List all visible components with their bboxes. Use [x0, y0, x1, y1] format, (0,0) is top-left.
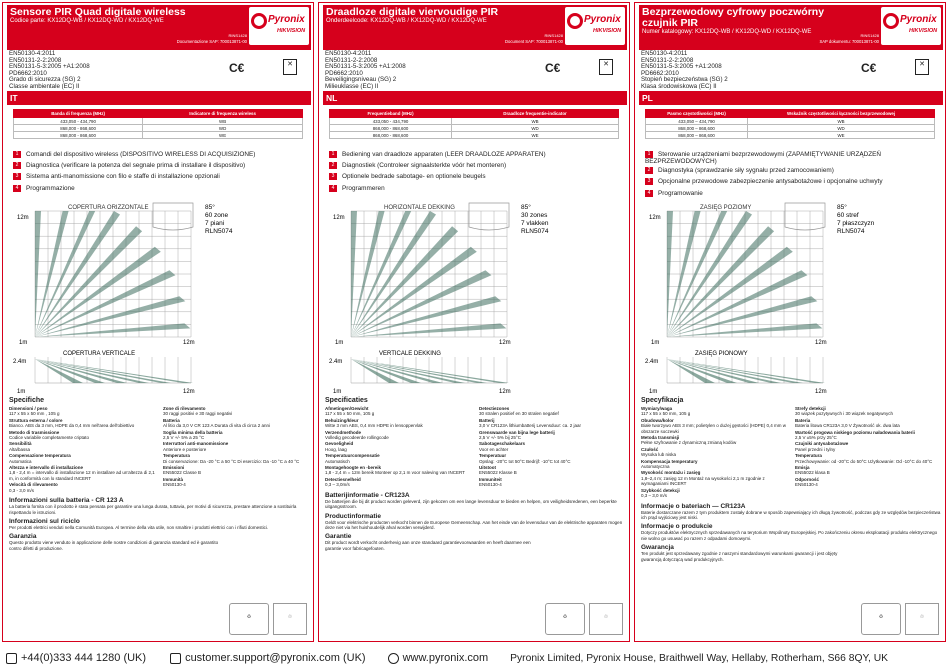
part-code: Onderdeelcode: KX12DQ-WB / KX12DQ-WD / KX12DQ-WE: [326, 18, 487, 24]
horizontal-coverage-label: HORIZONTALE DEKKING: [384, 205, 455, 211]
standard-line: PD6662:2010: [641, 69, 679, 77]
table-row: 868,000 – 868,600 WE: [646, 132, 935, 139]
spec-item: Afmetingen/Gewicht 117 x 55 x 50 mm, 105 g: [325, 406, 375, 417]
vertical-beams: [351, 359, 509, 383]
weee-symbol-icon: ♻: [545, 603, 585, 635]
feature-number: 4: [13, 185, 21, 192]
spec-item: Sensibilità Alta/bassa: [9, 441, 32, 452]
rins-code: RINS1428: [544, 33, 563, 38]
language-column-pl: [634, 2, 946, 642]
lens-angle: 85°: [205, 204, 215, 211]
label-1m-vertical: 1m: [333, 389, 342, 395]
label-1m-vertical: 1m: [649, 389, 658, 395]
coverage-diagram: [13, 199, 308, 399]
spec-item: Emisja EN55022 klasa B: [795, 465, 830, 476]
feature-item: [329, 162, 624, 169]
wheelie-bin-icon: ✕: [283, 59, 297, 75]
feature-text: Diagnostica (verificare la potenza del segnale prima di installare il dispositivo): [26, 162, 246, 169]
label-12m-vertical: 12m: [815, 389, 827, 395]
feature-item: [13, 151, 308, 158]
spec-title: Specifiche: [9, 397, 45, 404]
standard-line: EN50130-4:2011: [325, 50, 372, 57]
lens-zones: 30 zones: [521, 212, 548, 219]
spec-item: Wartość progowa niskiego poziomu naładowania baterii 2,5 V ±5% przy 25°C: [795, 429, 915, 441]
spec-item: Wymiary/waga 117 x 55 x 50 mm, 105 g: [641, 406, 691, 417]
vertical-coverage-grid: [667, 357, 823, 383]
doc-code: SAP dokumentu: 700013871-00: [819, 39, 879, 44]
spec-item: Czułość Wysoka lub niska: [641, 446, 676, 458]
standard-line: Classe ambientale (EC) II: [9, 82, 80, 90]
label-12m: 12m: [649, 215, 661, 221]
standard-line: Milieuklasse (EC) II: [325, 82, 379, 90]
language-bar: NL: [323, 91, 627, 105]
standard-line: EN50131-5-3:2005 +A1:2008: [641, 63, 722, 71]
spec-item: Batterij 3,0 V CR123A lithiumbatterij Levensduur: ca. 2 jaar: [479, 417, 582, 429]
feature-item: [13, 173, 308, 180]
spec-col-right: [479, 406, 625, 489]
wheelie-bin-icon: ✕: [599, 59, 613, 75]
label-12m-axis: 12m: [815, 340, 827, 346]
part-code: Codice parte: KX12DQ-WB / KX12DQ-WD / KX12DQ-WE: [10, 18, 164, 24]
language-bar: PL: [639, 91, 943, 105]
feature-number: 3: [329, 173, 337, 180]
spec-item: Uitstoot EN55022 Klasse B: [479, 465, 517, 476]
feature-number: 4: [645, 190, 653, 197]
spec-item: Struttura esterna / colore Bianco. ABS da 3 mm, HDPE da 0,4 mm nell'area dell'obiettivo: [9, 417, 135, 429]
spec-item: Montagehoogte en -bereik 1,8 - 2,4 m = 12m bereik Monteer op 2,1 m voor naleving van INCERT: [325, 465, 465, 476]
standards-list: [641, 51, 728, 91]
spec-item: Emissioni EN55022 Classe B: [163, 465, 202, 476]
ce-mark-icon: C€: [861, 61, 877, 75]
standard-line: EN50130-4:2011: [9, 50, 56, 57]
standard-line: PD6662:2010: [9, 69, 47, 77]
feature-item: [645, 178, 940, 185]
feature-text: Programmazione: [26, 185, 75, 192]
standard-line: EN50131-2-2:2008: [325, 56, 378, 64]
spec-item: Wysokość montażu i zasięg 1,8–2,4 m; zasięg 12 m Montaż na wysokości 2,1 m zgodnie z wymaganiami INCERT: [641, 470, 765, 487]
th-band: Banda di frequenza (MHz): [14, 110, 143, 118]
vertical-coverage-grid: [351, 357, 507, 383]
battery-text: La batteria fornita con il prodotto è stata pensata per garantire una lunga durata, tuttavia, per motivi di sicurezza, prestare attenzione a sostituirla rispettando le istruzioni.: [9, 504, 297, 515]
spec-item: Sabotageschakelaars Voor en achter: [479, 441, 526, 452]
spec-item: Bateria Bateria litowa CR123A 3,0 V Żywotność ok. dwa lata: [795, 417, 900, 429]
horizontal-coverage-label: COPERTURA ORIZZONTALE: [68, 205, 149, 211]
vertical-beams: [35, 359, 193, 383]
frequency-table: [13, 109, 303, 139]
spec-item: Temperatuurcompensatie Automatisch: [325, 453, 380, 464]
standard-line: Klasa środowiskowa (EC) II: [641, 82, 717, 90]
table-row: 868,000 - 868,600 WD: [14, 125, 303, 132]
table-row: 868,000 - 868,600 WD: [330, 125, 619, 132]
spec-title: Specyfikacja: [641, 397, 684, 404]
feature-text: Sterowanie urządzeniami bezprzewodowymi (ZAPAMIĘTYWANIE URZĄDZEŃ BEZPRZEWODOWYCH): [645, 151, 882, 165]
feature-number: 2: [329, 162, 337, 169]
lens-pattern-icon: [469, 203, 509, 230]
spec-item: Odporność EN50130-4: [795, 476, 820, 488]
spec-item: Detectiesnelheid 0,3 – 3,0m/s: [325, 476, 361, 488]
weee-symbol-icon: ♻: [229, 603, 269, 635]
feature-item: [329, 185, 624, 192]
spec-item: Interruttori anti-manomissione Anteriore e posteriore: [163, 441, 229, 452]
warranty-heading: Gwarancja: [641, 544, 674, 552]
table-row: 868,000 - 868,600 WE: [330, 132, 619, 139]
label-1m: 1m: [651, 340, 660, 346]
standard-line: PD6662:2010: [325, 69, 363, 77]
rins-code: RINS1428: [860, 33, 879, 38]
product-title: Draadloze digitale viervoudige PIR: [326, 6, 499, 18]
header-band: [323, 5, 627, 50]
warranty-heading: Garanzia: [9, 533, 37, 541]
table-row: 433,050 – 434,790 WB: [646, 118, 935, 125]
ce-mark-icon: C€: [229, 61, 245, 75]
standard-line: EN50131-2-2:2008: [641, 56, 694, 64]
label-12m-vertical: 12m: [183, 389, 195, 395]
label-2-4m: 2.4m: [13, 359, 27, 365]
doc-code: Document SAP: 700013871-00: [505, 39, 563, 44]
standards-list: [9, 51, 90, 91]
spec-item: Batteria Al litio da 3,0 V CR 123 A Durata di vita di circa 2 anni: [163, 417, 271, 429]
table-row: 433,050 - 434,790 WB: [14, 118, 303, 125]
spec-item: Immuniteit EN50130-4: [479, 476, 502, 488]
lens-angle: 85°: [837, 204, 847, 211]
email-icon: [170, 653, 181, 664]
weee-symbol-icon: ♻: [861, 603, 901, 635]
battery-heading: Informazioni sulla batteria - CR 123 A: [9, 497, 124, 505]
feature-text: Programmeren: [342, 185, 385, 192]
vertical-coverage-grid: [35, 357, 191, 383]
recycle-heading: Informazioni sul riciclo: [9, 517, 80, 525]
lens-pattern-icon: [785, 203, 825, 230]
spec-item: Metodo di trasmissione Codice variabile completamente criptato: [9, 429, 90, 441]
feature-text: Sistema anti-manomissione con filo e staffe di installazione opzionali: [26, 173, 220, 180]
pyronix-logo: Pyronix HIKVISION: [565, 7, 625, 45]
feature-item: [645, 167, 940, 174]
spec-item: Zone di rilevamento 30 raggi positivi e 30 raggi negativi: [163, 406, 233, 417]
feature-number: 4: [329, 185, 337, 192]
warranty-heading: Garantie: [325, 533, 352, 541]
feature-item: [329, 173, 624, 180]
logo-ring-icon: [251, 13, 267, 29]
spec-item: Temperatuur Opslag: -20°C tot 50°C Bedrijf: -10°C tot 40°C: [479, 453, 571, 464]
lens-planes: 7 płaszczyzn: [837, 220, 875, 227]
pyronix-logo: Pyronix HIKVISION: [249, 7, 309, 45]
wheelie-bin-icon: ✕: [915, 59, 929, 75]
product-title: Sensore PIR Quad digitale wireless: [10, 6, 186, 18]
feature-number: 3: [645, 178, 653, 185]
vertical-coverage-label: VERTICALE DEKKING: [379, 351, 441, 357]
label-12m-axis: 12m: [499, 340, 511, 346]
footer-address: Pyronix Limited, Pyronix House, Braithwell Way, Hellaby, Rotherham, S66 8QY, UK: [510, 652, 889, 664]
spec-item: Strefy detekcji 30 wiązek pozytywnych i 30 wiązek negatywnych: [795, 406, 894, 417]
label-12m: 12m: [333, 215, 345, 221]
spec-item: Detectiezones 30 stralen positief en 30 stralen negatief: [479, 406, 559, 417]
standard-line: EN50131-5-3:2005 +A1:2008: [325, 63, 406, 71]
lens-zones: 60 stref: [837, 212, 859, 219]
spec-item: Immunità EN50130-4: [163, 476, 186, 488]
label-12m-vertical: 12m: [499, 389, 511, 395]
specifications: [641, 397, 941, 563]
feature-text: Diagnostyka (sprawdzanie siły sygnału przed zamocowaniem): [658, 167, 834, 174]
recycle-heading: Informacje o produkcie: [641, 523, 713, 531]
spec-item: Czujniki antysabotażowe Panel przedni i tylny: [795, 441, 849, 452]
frequency-table: [645, 109, 935, 139]
standard-line: Beveiligingsniveau (SG) 2: [325, 76, 397, 84]
recycle-text: Per prodotti elettrici venduti nella Comunità Europea. Al termine della vita utile, non smaltire i prodotti elettrici con i rifiuti domestici.: [9, 524, 269, 530]
standard-line: EN50130-4:2011: [641, 50, 688, 57]
globe-icon: [388, 653, 399, 664]
warranty-text: Ten produkt jest sprzedawany zgodnie z naszymi standardowymi warunkami gwarancji i jest objęty gwarancją dotyczącą wad produkcyjnych.: [641, 551, 838, 562]
feature-text: Programowanie: [658, 190, 703, 197]
feature-text: Diagnostiek (Controleer signaalsterkte vóór het monteren): [342, 162, 507, 169]
feature-number: 1: [329, 151, 337, 158]
spec-item: Temperatura Przechowywanie: od -20°C do 50°C Użytkowanie: Od -10°C do 40°C: [795, 453, 933, 464]
logo-ring-icon: [883, 13, 899, 29]
vertical-beams: [667, 359, 825, 383]
language-bar: IT: [7, 91, 311, 105]
spec-item: Verzendmethode Volledig gecodeerde rollingcode: [325, 429, 389, 441]
feature-number: 2: [645, 167, 653, 174]
specifications: [9, 397, 309, 552]
vertical-coverage-label: ZASIĘG PIONOWY: [695, 351, 748, 357]
table-row: 433,050 - 434,790 WB: [330, 118, 619, 125]
spec-item: Grenswaarde van bijna lege batterij 2,5 V +/- 5% bij 25°C: [479, 429, 555, 441]
frequency-table: [329, 109, 619, 139]
coverage-diagram: [329, 199, 624, 399]
spec-item: Kompensacja temperatury Automatyczna: [641, 458, 698, 470]
header-band: [7, 5, 311, 50]
spec-col-left: [325, 406, 471, 489]
feature-text: Optionele bedrade sabotage- en optionele beugels: [342, 173, 486, 180]
lens-planes: 7 vlakken: [521, 220, 549, 227]
feature-text: Bediening van draadloze apparaten (LEER DRAADLOZE APPARATEN): [342, 151, 546, 158]
header-band: [639, 5, 943, 50]
feature-item: [13, 185, 308, 192]
recycle-text: Geldt voor elektrische producten verkocht binnen de Europese Gemeenschap. Aan het einde van de levensduur van de elektrische apparaten mogen deze niet via het huishoudelijk afval worden verwijderd.: [325, 519, 623, 530]
recycle-logo-icon: ♲: [905, 603, 939, 635]
rins-code: RINS1428: [228, 33, 247, 38]
spec-item: Gevoeligheid Hoog, laag: [325, 441, 354, 452]
vertical-coverage-label: COPERTURA VERTICALE: [63, 351, 136, 357]
standard-line: Grado di sicurezza (SG) 2: [9, 76, 81, 84]
th-band: Pasmo częstotliwości (MHz): [646, 110, 748, 118]
standard-line: EN50131-5-3:2005 +A1:2008: [9, 63, 90, 71]
product-title: Bezprzewodowy cyfrowy poczwórny czujnik PIR: [642, 6, 825, 29]
warranty-text: Dit product wordt verkocht onderhevig aan onze standaard garantievoorwaarden en heeft daarmee een garantie voor fabricagefouten.: [325, 540, 531, 551]
battery-heading: Informacje o bateriach — CR123A: [641, 502, 746, 510]
lens-model: RLN5074: [521, 228, 549, 235]
doc-code: Documentazione SAP: 700013871-00: [176, 39, 247, 44]
standard-line: EN50131-2-2:2008: [9, 56, 62, 64]
footer-email[interactable]: customer.support@pyronix.com (UK): [185, 652, 366, 664]
feature-number: 3: [13, 173, 21, 180]
spec-title: Specificaties: [325, 397, 368, 404]
recycle-text: Dotyczy produktów elektrycznych sprzedawanych na terytorium Wspólnoty Europejskiej. Po zakończeniu okresu eksploatacji produktu elektrycznego nie wolno go usuwać po razem z odpadami domowymi.: [641, 530, 938, 541]
spec-item: Soglia minima della batteria 2,5 V +/- 5% a 25 °C: [163, 429, 223, 441]
spec-item: Altezza e intervallo di installazione 1,8 - 2,4 m = intervallo di installazione 12 m installare ad un'altezza di 2,1 m, in conformità con lo standard INCERT: [9, 465, 155, 481]
standard-line: Stopień bezpieczeństwa (SG) 2: [641, 76, 728, 84]
label-1m: 1m: [335, 340, 344, 346]
th-band: Frequentieband (MHz): [330, 110, 452, 118]
spec-col-right: [795, 406, 941, 500]
language-column-it: [2, 2, 314, 642]
spec-col-left: [641, 406, 787, 500]
feature-text: Comandi del dispositivo wireless (DISPOSITIVO WIRELESS DI ACQUISIZIONE): [26, 151, 256, 158]
recycle-logo-icon: ♲: [589, 603, 623, 635]
label-1m-vertical: 1m: [17, 389, 26, 395]
label-1m: 1m: [19, 340, 28, 346]
table-row: 868,000 – 868,600 WD: [646, 125, 935, 132]
recycle-logo-icon: ♲: [273, 603, 307, 635]
specifications: [325, 397, 625, 552]
ce-mark-icon: C€: [545, 61, 561, 75]
feature-number: 1: [645, 151, 653, 158]
feature-number: 1: [13, 151, 21, 158]
logo-ring-icon: [567, 13, 583, 29]
feature-item: [329, 151, 624, 158]
part-code: Numer katalogowy: KX12DQ-WB / KX12DQ-WD / KX12DQ-WE: [642, 29, 812, 35]
lens-model: RLN5074: [205, 228, 233, 235]
spec-item: Szybkość detekcji 0,3 – 3,0 m/s: [641, 487, 680, 499]
label-2-4m: 2.4m: [329, 359, 343, 365]
standards-list: [325, 51, 406, 91]
footer: [0, 647, 950, 669]
footer-phone: +44(0)333 444 1280 (UK): [21, 652, 147, 664]
lens-model: RLN5074: [837, 228, 865, 235]
spec-item: Dimensioni / peso 117 x 55 x 50 mm , 105 g: [9, 406, 60, 417]
spec-item: Velocità di rilevamento 0,3 - 3,0 m/s: [9, 482, 58, 493]
lens-zones: 60 zone: [205, 212, 229, 219]
feature-number: 2: [13, 162, 21, 169]
table-row: 868,000 - 868,600 WE: [14, 132, 303, 139]
battery-text: De batterijen die bij dit product worden geleverd, zijn gekozen om een lange levensduur te bieden en helpen, om veiligheidsredenen, een beperkte uitgangsstroom.: [325, 498, 617, 510]
feature-item: [645, 151, 940, 165]
lens-planes: 7 piani: [205, 220, 225, 227]
coverage-diagram: [645, 199, 940, 399]
label-2-4m: 2.4m: [645, 359, 659, 365]
language-column-nl: [318, 2, 630, 642]
recycle-heading: Productinformatie: [325, 512, 381, 520]
label-12m: 12m: [17, 215, 29, 221]
spec-item: Behuizing/kleur Witte 3 mm ABS, 0,4 mm HDPE in lensoppervlak: [325, 417, 423, 429]
lens-angle: 85°: [521, 204, 531, 211]
th-indicator: Draadloze frequentie-indicator: [452, 110, 619, 118]
warranty-text: Questo prodotto viene venduto in applicazione delle nostre condizioni di garanzia standard ed è garantito contro difetti di produzione.: [9, 540, 219, 551]
battery-text: Baterie dostarczane razem z tym produktem zostały dobrane w sposób zapewniający ich długą żywotność, podczas gdy ze względów bezpieczeństwa ich prąd wyjściowy jest niski.: [641, 509, 941, 520]
horizontal-coverage-label: ZASIĘG POZIOMY: [700, 205, 752, 211]
label-12m-axis: 12m: [183, 340, 195, 346]
pyronix-logo: Pyronix HIKVISION: [881, 7, 941, 45]
feature-item: [13, 162, 308, 169]
feature-text: Opcjonalne przewodowe zabezpieczenie antysabotażowe i opcjonalne uchwyty: [658, 178, 883, 185]
th-indicator: Wskaźnik częstotliwości łączności bezprzewodowej: [748, 110, 935, 118]
phone-icon: [6, 653, 17, 664]
spec-item: Obudowa/kolor Białe tworzywo ABS 3 mm; polietylen o dużej gęstości (HDPE) 0,4 mm w obszarze soczewki: [641, 417, 787, 434]
spec-col-right: [163, 406, 309, 494]
spec-item: Compensazione temperatura Automatica: [9, 453, 71, 464]
lens-pattern-icon: [153, 203, 193, 230]
spec-item: Temperatura Di conservazione: Da -20 °C a 50 °C Di esercizio: Da -10 °C a 40 °C: [163, 453, 300, 464]
footer-web[interactable]: www.pyronix.com: [402, 652, 489, 664]
feature-item: [645, 190, 940, 197]
th-indicator: Indicatore di frequenza wireless: [143, 110, 303, 118]
spec-col-left: [9, 406, 155, 494]
battery-heading: Batterijinformatie - CR123A: [325, 491, 410, 499]
spec-item: Metoda transmisji Pełne szyfrowanie z dynamiczną zmianą kodów: [641, 435, 737, 446]
